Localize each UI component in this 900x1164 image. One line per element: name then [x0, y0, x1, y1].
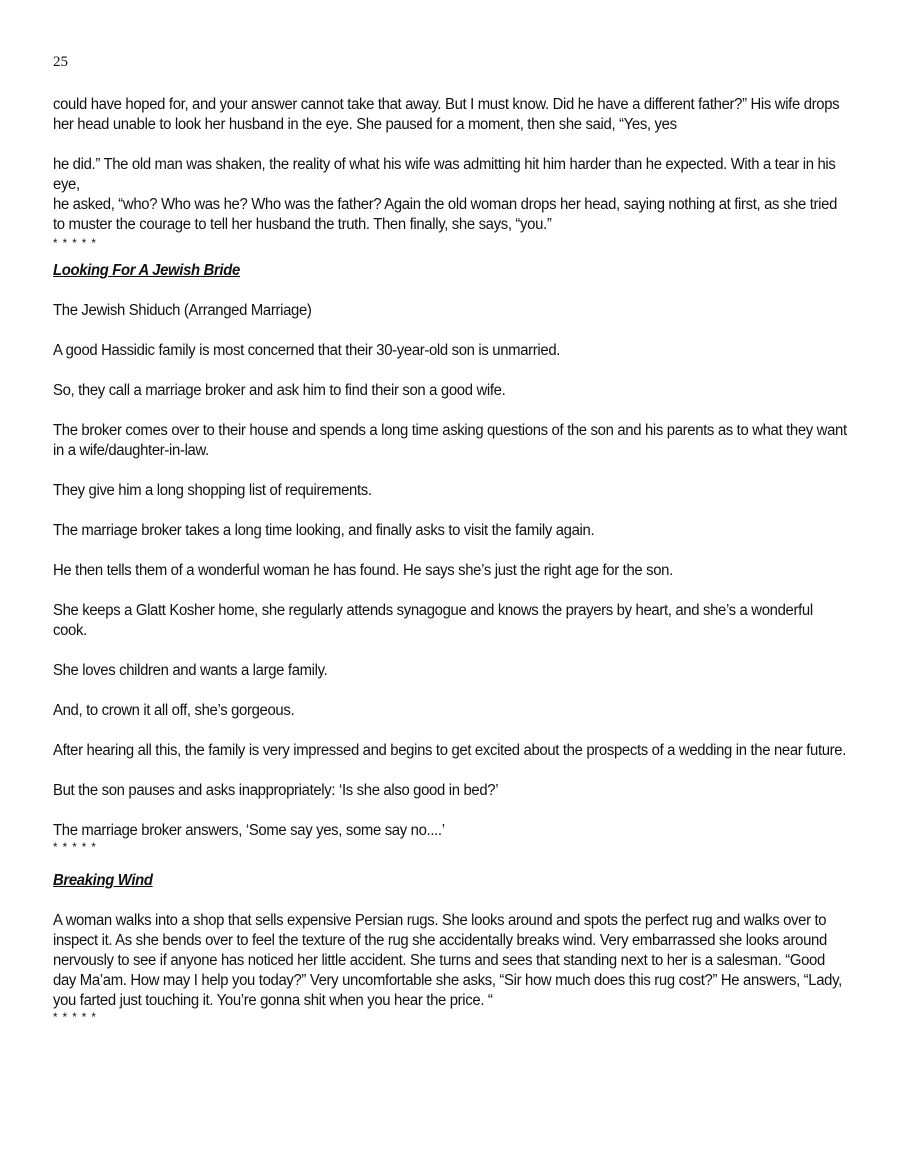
story2-paragraph: The marriage broker takes a long time looking, and finally asks to visit the family again.: [53, 522, 595, 539]
story2-paragraph: A good Hassidic family is most concerned that their 30-year-old son is unmarried.: [53, 342, 561, 359]
story2-paragraph: The broker comes over to their house and spends a long time asking questions of the son and his parents as to what they want in a wife/daughter-in-law.: [53, 422, 847, 459]
story2-separator: * * * * *: [53, 840, 97, 854]
story2-paragraph: She loves children and wants a large family.: [53, 662, 328, 679]
story1-paragraph-2: he did.” The old man was shaken, the reality of what his wife was admitting hit him harder than he expected. With a tear in his eye,: [53, 156, 836, 193]
story2-paragraph: They give him a long shopping list of requirements.: [53, 482, 372, 499]
story3-separator: * * * * *: [53, 1010, 97, 1024]
story2-paragraph: She keeps a Glatt Kosher home, she regularly attends synagogue and knows the prayers by heart, and she’s a wonderful cook.: [53, 602, 813, 639]
story2-paragraph: And, to crown it all off, she’s gorgeous.: [53, 702, 295, 719]
story2-subtitle: The Jewish Shiduch (Arranged Marriage): [53, 302, 312, 319]
story3-title: Breaking Wind: [53, 872, 153, 889]
story2-paragraph: But the son pauses and asks inappropriately: ‘Is she also good in bed?’: [53, 782, 499, 799]
story2-title: Looking For A Jewish Bride: [53, 262, 240, 279]
story2-paragraph: After hearing all this, the family is very impressed and begins to get excited about the prospects of a wedding in the near future.: [53, 742, 847, 759]
story2-paragraph: So, they call a marriage broker and ask him to find their son a good wife.: [53, 382, 506, 399]
story3-body: A woman walks into a shop that sells expensive Persian rugs. She looks around and spots the perfect rug and walks over to inspect it. As she bends over to feel the texture of the rug she accidentally breaks wind. Very embarrassed she looks around nervously to see if anyone has noticed her little accident. She turns and sees that standing next to her is a salesman. “Good day Ma’am. How may I help you today?” Very uncomfortable she asks, “Sir how much does this rug cost?” He answers, “Lady, you farted just touching it. You’re gonna shit when you hear the price. “: [53, 912, 842, 1009]
story1-separator: * * * * *: [53, 236, 97, 250]
story2-paragraph: The marriage broker answers, ‘Some say yes, some say no....’: [53, 822, 445, 839]
story1-paragraph-3: he asked, “who? Who was he? Who was the father? Again the old woman drops her head, saying nothing at first, as she tried to muster the courage to tell her husband the truth. Then finally, she says, “you.”: [53, 196, 838, 233]
story2-paragraph: He then tells them of a wonderful woman he has found. He says she’s just the right age for the son.: [53, 562, 673, 579]
page-content: [53, 95, 850, 1023]
story1-paragraph-1: could have hoped for, and your answer cannot take that away. But I must know. Did he have a different father?” His wife drops her head unable to look her husband in the eye. She paused for a moment, then she said, “Yes, yes: [53, 96, 840, 133]
page-number: 25: [53, 54, 68, 70]
